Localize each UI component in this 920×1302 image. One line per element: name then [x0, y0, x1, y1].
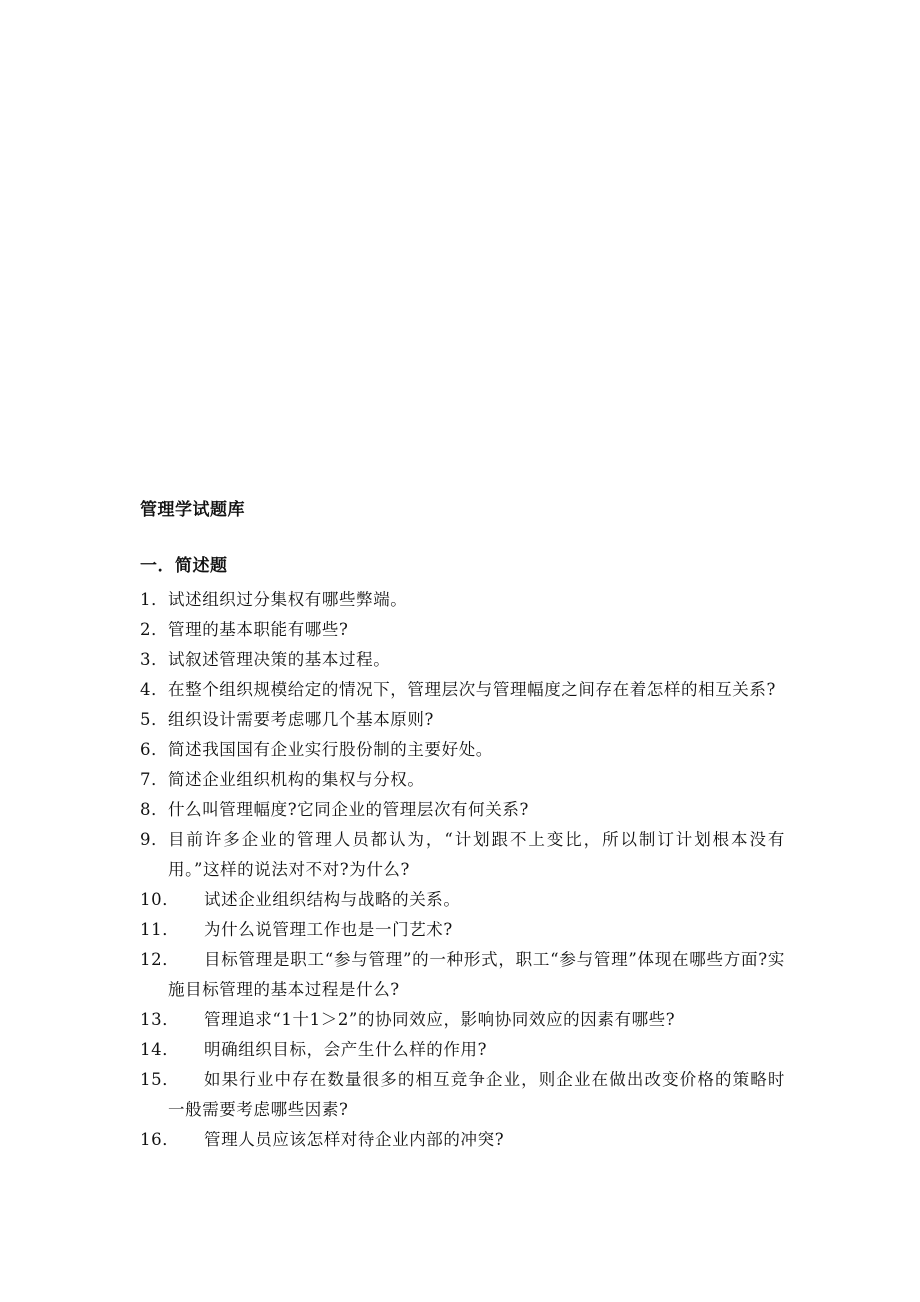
question-text: 目前许多企业的管理人员都认为，“计划跟不上变比，所以制订计划根本没有用。”这样的说法对不对?为什么?	[168, 830, 785, 879]
question-item	[140, 945, 785, 1005]
question-text: 组织设计需要考虑哪几个基本原则?	[168, 710, 434, 729]
question-text: 试叙述管理决策的基本过程。	[168, 650, 391, 669]
question-number: 8．	[140, 800, 169, 819]
question-number: 5．	[140, 710, 169, 729]
question-text: 在整个组织规模给定的情况下，管理层次与管理幅度之间存在着怎样的相互关系?	[168, 680, 776, 699]
question-text: 管理追求“1十1＞2”的协同效应，影响协同效应的因素有哪些?	[204, 1010, 676, 1029]
question-number: 6．	[140, 740, 169, 759]
question-number: 4．	[140, 680, 169, 699]
question-item	[140, 885, 785, 915]
question-text: 试述组织过分集权有哪些弊端。	[168, 590, 408, 609]
question-item	[140, 615, 785, 645]
question-item	[140, 645, 785, 675]
question-number: 1．	[140, 590, 169, 609]
question-number: 9．	[140, 830, 169, 849]
question-item	[140, 1065, 785, 1125]
question-text: 什么叫管理幅度?它同企业的管理层次有何关系?	[168, 800, 529, 819]
question-number: 3．	[140, 650, 169, 669]
question-number: 11．	[140, 920, 180, 939]
question-number: 13．	[140, 1010, 180, 1029]
question-text: 明确组织目标，会产生什么样的作用?	[204, 1040, 488, 1059]
question-item	[140, 585, 785, 615]
question-text: 简述我国国有企业实行股份制的主要好处。	[168, 740, 493, 759]
question-item	[140, 735, 785, 765]
question-item	[140, 1035, 785, 1065]
question-item	[140, 915, 785, 945]
question-number: 2．	[140, 620, 169, 639]
question-list	[140, 585, 785, 1155]
question-number: 16．	[140, 1130, 180, 1149]
question-item	[140, 705, 785, 735]
section-heading: 一．简述题	[140, 556, 228, 576]
question-number: 12．	[140, 950, 180, 969]
question-text: 管理人员应该怎样对待企业内部的冲突?	[204, 1130, 505, 1149]
question-item	[140, 675, 785, 705]
question-text: 简述企业组织机构的集权与分权。	[168, 770, 425, 789]
question-item	[140, 1125, 785, 1155]
question-text: 目标管理是职工“参与管理”的一种形式，职工“参与管理”体现在哪些方面?实施目标管理的基本过程是什么?	[168, 950, 785, 999]
question-item	[140, 825, 785, 885]
question-number: 15．	[140, 1070, 180, 1089]
question-text: 如果行业中存在数量很多的相互竞争企业，则企业在做出改变价格的策略时一般需要考虑哪些因素?	[168, 1070, 785, 1119]
question-text: 管理的基本职能有哪些?	[168, 620, 349, 639]
question-number: 14．	[140, 1040, 180, 1059]
question-item	[140, 765, 785, 795]
question-text: 为什么说管理工作也是一门艺术?	[204, 920, 453, 939]
question-item	[140, 795, 785, 825]
question-number: 7．	[140, 770, 169, 789]
document-title: 管理学试题库	[140, 500, 245, 520]
question-text: 试述企业组织结构与战略的关系。	[204, 890, 461, 909]
question-number: 10．	[140, 890, 180, 909]
question-item	[140, 1005, 785, 1035]
